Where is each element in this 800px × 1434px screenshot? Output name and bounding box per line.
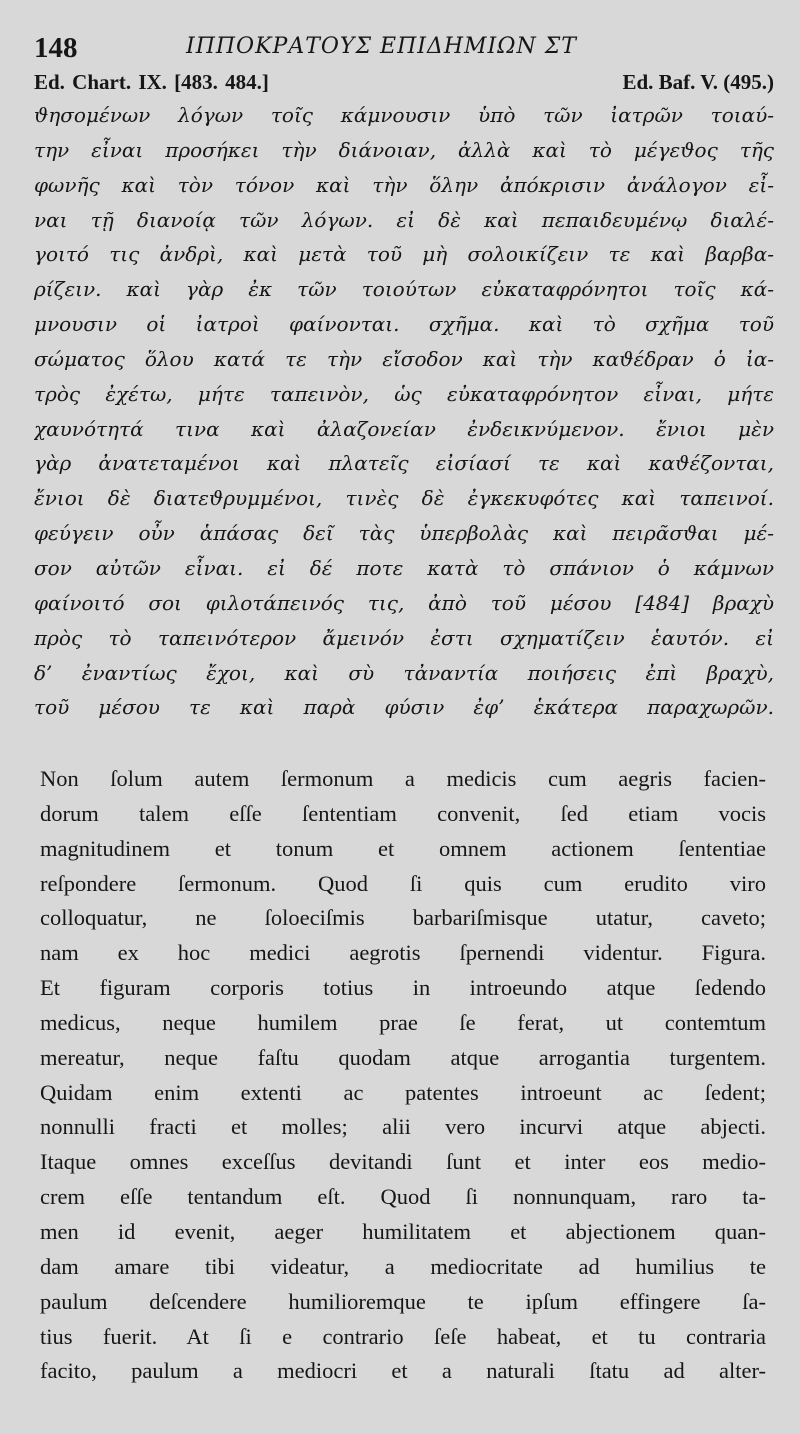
greek-line: τρὸς ἐχέτω, μήτε ταπεινὸν, ὡς εὐκαταφρόνητον εἶναι, μήτε	[34, 381, 774, 406]
latin-line: reſpondere ſermonum. Quod ſi quis cum erudito viro	[40, 870, 766, 896]
greek-line: ἔνιοι δὲ διατεϑρυμμένοι, τινὲς δὲ ἐγκεκυφότες καὶ ταπεινοί.	[34, 486, 774, 511]
latin-line: facito, paulum a mediocri et a naturali ſtatu ad alter-	[40, 1358, 766, 1384]
latin-line: colloquatur, ne ſoloeciſmis barbariſmisque utatur, caveto;	[40, 905, 766, 931]
latin-line: paulum deſcendere humilioremque te ipſum effingere ſa-	[40, 1288, 766, 1314]
greek-line: φαίνοιτό σοι φιλοτάπεινός τις, ἀπὸ τοῦ μέσου [484] βραχὺ	[34, 590, 774, 615]
greek-line: ϑησομένων λόγων τοῖς κάμνουσιν ὑπὸ τῶν ἰατρῶν τοιαύ-	[34, 103, 774, 127]
latin-line: dam amare tibi videatur, a mediocritate ad humilius te	[40, 1253, 766, 1279]
latin-line: Non ſolum autem ſermonum a medicis cum aegris facien-	[40, 766, 766, 791]
latin-translation-block	[40, 762, 766, 1389]
page-header	[34, 30, 774, 66]
greek-line: πρὸς τὸ ταπεινότερον ἄμεινόν ἐστι σχηματίζειν ἑαυτόν. εἰ	[34, 625, 774, 650]
latin-line: medicus, neque humilem prae ſe ferat, ut contemtum	[40, 1009, 766, 1035]
latin-line: Itaque omnes exceſſus devitandi ſunt et inter eos medio-	[40, 1149, 766, 1175]
latin-line: nonnulli fracti et molles; alii vero incurvi atque abjecti.	[40, 1114, 766, 1140]
latin-line: tius fuerit. At ſi e contrario ſeſe habeat, et tu contraria	[40, 1323, 766, 1349]
latin-line: men id evenit, aeger humilitatem et abjectionem quan-	[40, 1218, 766, 1244]
latin-line: dorum talem eſſe ſententiam convenit, ſed etiam vocis	[40, 800, 766, 826]
greek-line: την εἶναι προσήκει τὴν διάνοιαν, ἀλλὰ καὶ τὸ μέγεϑος τῆς	[34, 137, 774, 162]
greek-line: σώματος ὅλου κατά τε τὴν εἴσοδον καὶ τὴν καϑέδραν ὁ ἰα-	[34, 346, 774, 371]
greek-line: δ’ ἐναντίως ἔχοι, καὶ σὺ τἀναντία ποιήσεις ἐπὶ βραχὺ,	[34, 660, 774, 685]
greek-line: ναι τῇ διανοίᾳ τῶν λόγων. εἰ δὲ καὶ πεπαιδευμένῳ διαλέ-	[34, 207, 774, 232]
running-title: ΙΠΠΟΚΡΑΤΟΥΣ ΕΠΙΔΗΜΙΩΝ ΣΤ	[186, 34, 577, 59]
greek-line: γὰρ ἀνατεταμένοι καὶ πλατεῖς εἰσίασί τε καὶ καϑέζονται,	[34, 451, 774, 476]
latin-line: magnitudinem et tonum et omnem actionem ſententiae	[40, 835, 766, 861]
latin-line: Quidam enim extenti ac patentes introeunt ac ſedent;	[40, 1079, 766, 1105]
greek-line: γοιτό τις ἀνδρὶ, καὶ μετὰ τοῦ μὴ σολοικίζειν τε καὶ βαρβα-	[34, 242, 774, 267]
greek-line: τοῦ μέσου τε καὶ παρὰ φύσιν ἐφ’ ἑκάτερα παραχωρῶν.	[34, 695, 774, 720]
page-number: 148	[34, 32, 78, 64]
latin-line: nam ex hoc medici aegrotis ſpernendi videntur. Figura.	[40, 940, 766, 966]
greek-line: μνουσιν οἱ ἰατροὶ φαίνονται. σχῆμα. καὶ τὸ σχῆμα τοῦ	[34, 312, 774, 337]
greek-line: σον αὐτῶν εἶναι. εἰ δέ ποτε κατὰ τὸ σπάνιον ὁ κάμνων	[34, 555, 774, 580]
edition-reference-basel: Ed. Baf. V. (495.)	[622, 70, 774, 94]
greek-text-block	[34, 98, 774, 725]
edition-reference-chart: Ed. Chart. IX. [483. 484.]	[34, 70, 269, 94]
greek-line: φεύγειν οὖν ἁπάσας δεῖ τὰς ὑπερβολὰς καὶ πειρᾶσϑαι μέ-	[34, 521, 774, 546]
latin-line: crem eſſe tentandum eſt. Quod ſi nonnunquam, raro ta-	[40, 1184, 766, 1210]
greek-line: ρίζειν. καὶ γὰρ ἐκ τῶν τοιούτων εὐκαταφρόνητοι τοῖς κά-	[34, 277, 774, 302]
greek-line: φωνῆς καὶ τὸν τόνον καὶ τὴν ὅλην ἀπόκρισιν ἀνάλογον εἶ-	[34, 172, 774, 197]
latin-line: mereatur, neque faſtu quodam atque arrogantia turgentem.	[40, 1044, 766, 1070]
greek-line: χαυνότητά τινα καὶ ἀλαζονείαν ἐνδεικνύμενον. ἔνιοι μὲν	[34, 416, 774, 441]
latin-line: Et figuram corporis totius in introeundo atque ſedendo	[40, 975, 766, 1001]
edition-references	[34, 70, 774, 98]
